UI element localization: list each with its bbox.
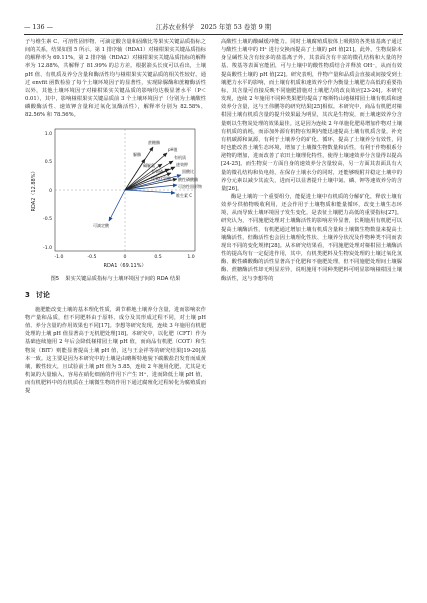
arrow-titratable-acid [109, 190, 125, 221]
body-paragraph: 高酸性土壤的酸碱缓冲能力。同时土壤腐殖质胶体上吸附的各类盐基离子通过与酸性土壤中的 H⁺ 进行交换而提高了土壤的 pH 值[21]。此外，生物炭除本身呈碱性及含有较多的盐基离子外，其表面含有丰富的微孔结构和大量的羟基、羧基等表面官能团，可与土壤中的酸性物质结合并释放 OH⁻，从而有效提高酸性土壤的 pH 值[22]。研究表明，作物产量和品质会直接或间接受到土壤肥力水平的影响，而土壤有机质和速效养分作为衡量土壤肥力高低的重要指标，其含量可直接反映不同施肥措施对土壤肥力的改良效应[23-24]。本研究发现，连续 2 年施用不同种类果肥均提高了喀斯特山地椪柑园土壤有机质和速效养分含量，这与王伟鹏等的研究结果[25]相似。本研究中，商品有机肥对椪柑园土壤有机质含量的提升效果最为明显，其次是生物炭，而土壤速效养分含量则以生物炭处理的效果最佳。这是因为连续 2 年单施化肥易增加作物对土壤有机质的消耗，而添加外源有机物在短期内能迅速提高土壤有机质含量，补充有机碳源和氮源，有利于土壤养分的矿化、循环，提高了土壤养分有效性，同时也能改善土壤生态环境，增加了土壤微生物数量和活性，有利于作物根系分泌物的增加，进而改善了农田土壤理化特性，使得土壤速效养分含量得以提高[24-25]。而生物炭一方面自身的速效养分含量较高，另一方面其表面具有大量的微孔结构和负电荷，在保存土壤水分的同时，还能够吸附并稳定土壤中的养分元素以减少其流失，进而可以显著提升土壤中氮、磷、钾等速效养分的含量[26]。 [221, 39, 402, 192]
page-number: — 136 — [24, 23, 54, 31]
rda-figure [25, 123, 206, 273]
body-paragraph: 施肥能改变土壤的基本理化性质，调节耕地土壤养分含量，进而影响农作物产量和品质，但不同肥料由于原料、成分及其形成过程不同，对土壤 pH 值、养分含量的作用效果也不同[17]。李想等研究发现，连续 3 年施用有机肥处理的土壤 pH 值显著高于无机肥处理[18]。本研究中，以化肥（CFT）作为基础连续施用 2 年后会降低椪柑园土壤 pH 值，而商品有机肥（COT）和生物炭（BIT）则能显著提高土壤 pH 值，这与王金祥等的研究结果[19-20]基本一致。这主要是因为本研究中的土壤是由略斯特地貌下碳酸盐岩发育而成黄壤，酸性较大，且试验前土壤 pH 值为 5.85，连续 2 年施用化肥，尤其是无机氮的大量输入，容易在硝化细菌的作用下产生 H⁺，进而降低土壤 pH 值，而有机肥料中的有机质在土壤微生物的作用下通过腐殖化过程转化为腐殖质而提 [25, 306, 206, 395]
header-divider [24, 34, 403, 35]
section-number: 3 [25, 290, 30, 299]
section-heading [25, 291, 206, 300]
arrow-label: 速效钾 [176, 161, 188, 167]
figure-caption-text: 果实关键品质指标与土壤环境因子间的 RDA 结果 [65, 275, 181, 282]
y-tick-label: 1.0 [44, 131, 52, 137]
figure-number: 图5 [50, 275, 60, 282]
arrow-label: 碱解氮 [143, 162, 155, 168]
x-tick-label: -0.5 [87, 254, 97, 260]
y-tick-label: 0.5 [44, 159, 52, 165]
body-paragraph: 酶是土壤的一个重要组分，能促进土壤中有机质的分解矿化，释放土壤有效养分供植物吸收利用，还会作用于土壤物质和能量循环，改变土壤生态环境，从而导致土壤环境因子发生变化，是表征土壤肥力高低的重要指标[27]。研究认为，不同施肥处理对土壤酶活性的影响差异显著，长期施用有机肥可以提高土壤酶活性，有机肥通过增加土壤有机质含量和土壤微生物数量来提高土壤酶活性，但酶活性也会因土壤理化性状、土壤养分状况及作物种类不同而表现出不同的变化规律[28]。从本研究结果看，不同施肥处理对椪柑园土壤酶活性的提高均有一定促进作用，其中，有机类肥料及生物炭处理的土壤过氧化氢酶、酸性磷酸酶的活性显著高于化肥和不施肥处理，但不同施肥处理间土壤脲酶、蔗糖酶活性却无明显差异，说明施用不同种类肥料可明显影响椪柑园土壤酶活性，这与李想等的 [221, 193, 402, 282]
arrow-label: 有效磷 [151, 168, 163, 174]
x-tick-label: 0.5 [154, 254, 162, 260]
arrow-label: 有机质 [174, 154, 186, 160]
section-title: 讨论 [35, 290, 50, 299]
right-column [221, 38, 402, 283]
arrow-label: 蔗糖酶 [148, 139, 160, 145]
arrow-vitamin-c [125, 190, 175, 193]
arrow-label: 过氧化氢酶 [151, 175, 171, 181]
rda-plot [25, 123, 206, 273]
arrow-label: 维生素 C [176, 192, 193, 198]
arrow-label: 固酸比 [182, 168, 194, 174]
journal-title: 江苏农业科学 2025 年第 53 卷第 9 期 [155, 23, 272, 31]
x-tick-label: 1.0 [187, 254, 195, 260]
x-tick-label: -1.0 [54, 254, 64, 260]
body-paragraph: 子与维生素 C、可溶性固形物、可滴定酸含量和固酸比等果实关键品质指标之间的关系，结果如图 5 所示。第 1 排序轴（RDA1）对椪柑果实关键品质指标的解释率为 69.11%，第 2 排序轴（RDA2）对椪柑果实关键品质指标的解释率为 12.88%，共解释了 81.99% 的总方差。根据箭头长度可以看出，土壤 pH 值、有机质及养分含量和酶活性均与椪柑果实关键品质的相关性较好。通过 envfit 函数检验了每个土壤环境因子的显著性，实现除脲酶和蔗糖酶活性以外，其他土壤环境因子对椪柑果实关键品质的影响均达极显著水平（P＜0.01），其中，影响椪柑果实关键品质前 3 个土壤环境因子（分别为土壤酸性磷酸酶活性、速效钾含量和过氧化氢酶活性），解释率分别为 82.58%、82.56% 和 78.56%。 [25, 39, 206, 119]
y-tick-label: 0 [49, 188, 52, 194]
page-header [24, 22, 403, 33]
arrow-label: pH值 [168, 146, 178, 152]
arrow-label: 可溶性固形物 [178, 183, 202, 189]
arrow-label: 酸性磷酸酶 [178, 176, 198, 182]
arrow-label: 脲酶 [133, 151, 141, 157]
x-tick-label: 0 [123, 254, 127, 260]
y-tick-label: -1.0 [43, 245, 52, 251]
y-tick-label: -0.5 [43, 216, 52, 222]
figure-caption [25, 275, 206, 283]
x-axis-title: RDA1（69.11%） [103, 262, 147, 269]
arrow-label: 可滴定酸 [93, 222, 109, 228]
y-axis-title: RDA2（12.88%） [31, 168, 37, 212]
left-column [25, 38, 206, 395]
